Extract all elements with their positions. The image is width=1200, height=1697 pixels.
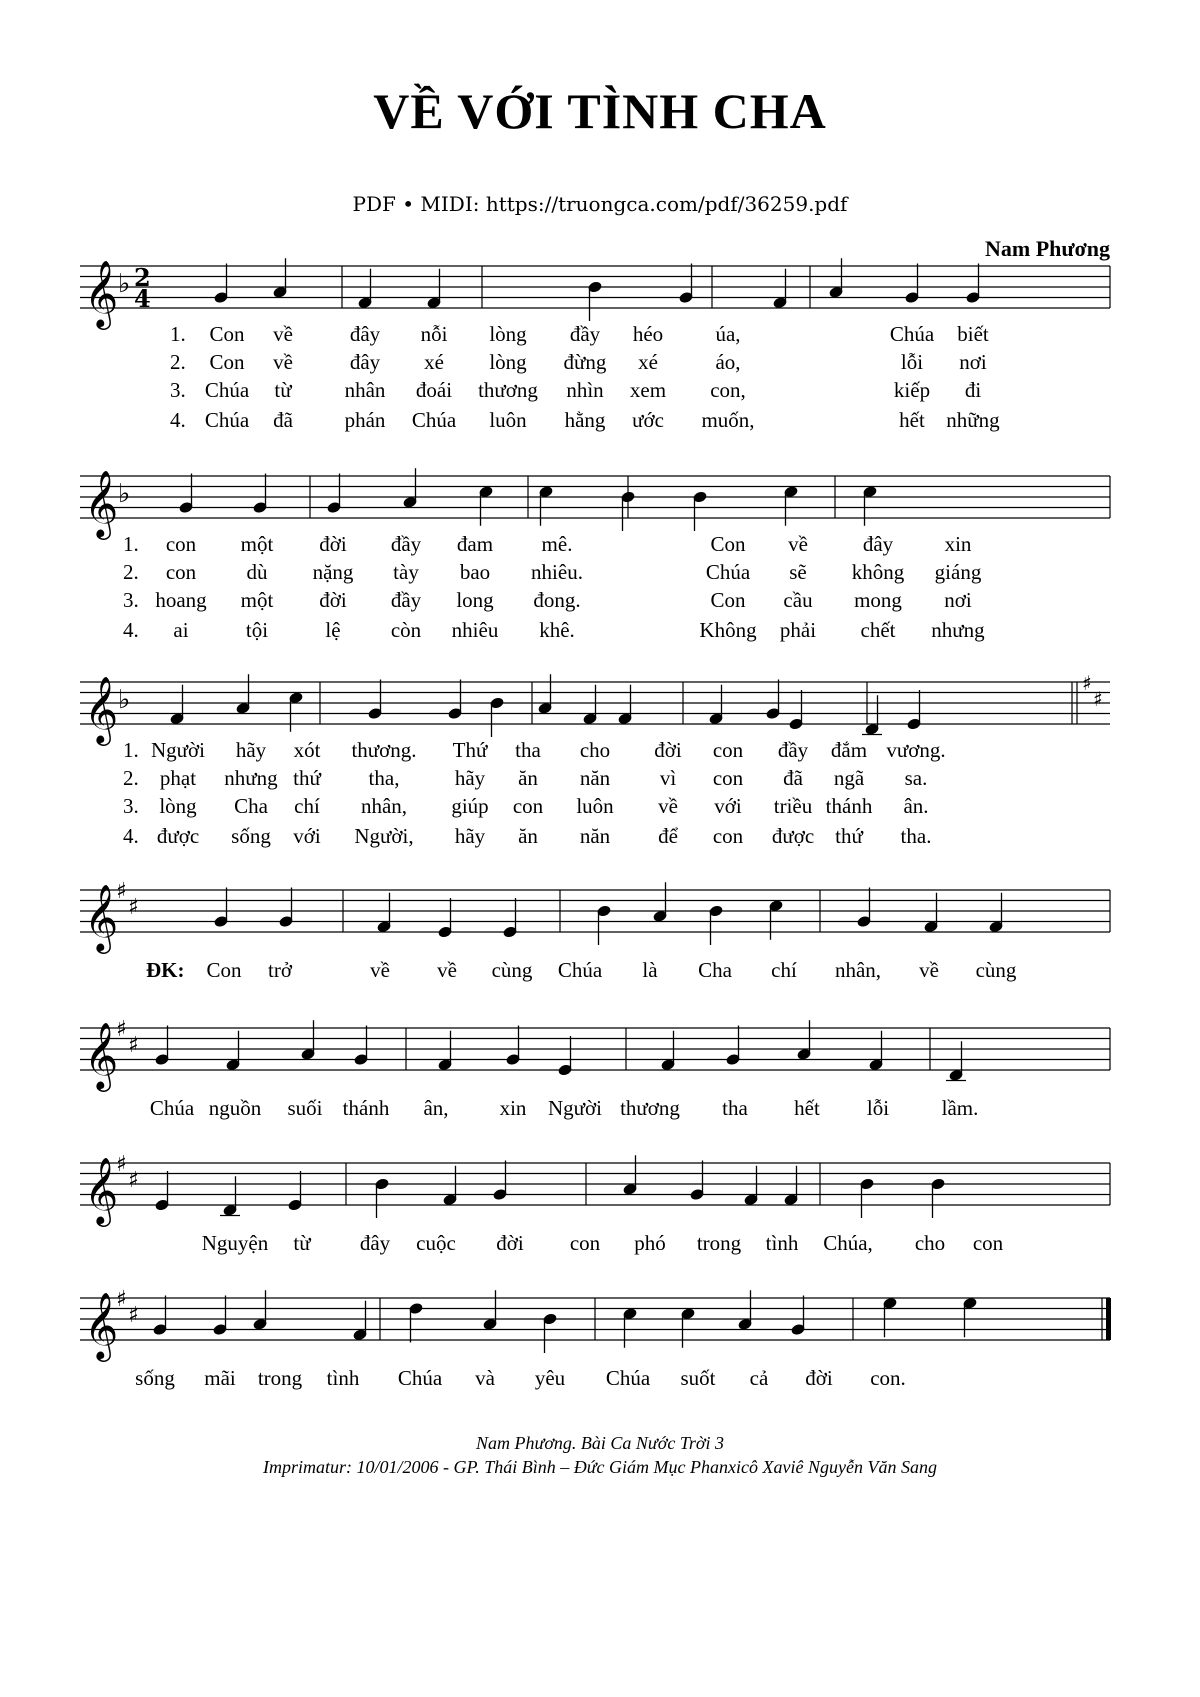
lyric-word: vương. (886, 738, 946, 762)
treble-clef-icon: 𝄞 (84, 469, 119, 537)
lyric-word: con. (870, 1366, 906, 1390)
lyric-word: Chúa, (823, 1231, 873, 1255)
lyric-word: hằng (564, 408, 606, 432)
lyric-word: một (240, 532, 274, 556)
lyric-word: thương. (351, 738, 417, 762)
lyric-word: nhưng (931, 618, 985, 642)
lyric-word: nhân, (834, 958, 882, 982)
lyric-word: nơi (944, 588, 972, 612)
lyric-word: từ (293, 1231, 311, 1255)
lyric-word: Con (209, 322, 245, 346)
lyric-word: chí (294, 794, 320, 818)
treble-clef-icon: 𝄞 (84, 1291, 119, 1359)
lyric-word: lòng (489, 322, 527, 346)
lyric-line (80, 322, 1110, 348)
lyric-word: thánh (342, 1096, 390, 1120)
lyric-word: đây (359, 1231, 391, 1255)
time-signature-top: 2 (134, 263, 151, 292)
lyric-word: ân. (903, 794, 929, 818)
lyric-word: đời (805, 1366, 833, 1390)
music-system (80, 458, 1125, 668)
lyric-word: hãy (454, 824, 486, 848)
lyric-word: ai (173, 618, 189, 642)
lyric-word: và (475, 1366, 495, 1390)
lyric-word: luôn (576, 794, 614, 818)
lyric-word: xin (944, 532, 972, 556)
lyric-word: mong (854, 588, 902, 612)
lyric-word: Chúa (889, 322, 935, 346)
treble-clef-icon: 𝄞 (84, 883, 119, 951)
lyric-word: áo, (715, 350, 741, 374)
lyric-word: tha (515, 738, 541, 762)
lyric-word: cho (914, 1231, 946, 1255)
lyric-word: sống (135, 1366, 175, 1390)
lyric-line (80, 588, 1110, 614)
lyric-word: đây (862, 532, 894, 556)
lyric-word: con, (710, 378, 746, 402)
lyric-word: con (712, 824, 744, 848)
lyric-word: thứ (293, 766, 321, 790)
lyric-word: đã (273, 408, 293, 432)
lyric-word: lỗi (866, 1096, 890, 1120)
lyric-word: long (456, 588, 494, 612)
sharp-icon: ♯ (116, 1017, 127, 1042)
lyric-word: nỗi (420, 322, 448, 346)
sharp-icon: ♯ (1082, 671, 1092, 695)
lyric-word: cầu (783, 588, 813, 612)
footer-credit: Nam Phương. Bài Ca Nước Trời 3 (476, 1433, 724, 1453)
lyric-word: đầy (569, 322, 601, 346)
lyric-word: còn (390, 618, 422, 642)
sharp-icon: ♯ (128, 1167, 139, 1193)
lyric-word: đầy (390, 588, 422, 612)
song-title: VỀ VỚI TÌNH CHA (373, 83, 827, 139)
flat-icon: ♭ (118, 479, 131, 509)
lyric-line (80, 618, 1110, 644)
lyric-word: xé (638, 350, 658, 374)
treble-clef-icon: 𝄞 (84, 1156, 119, 1224)
lyric-line (80, 738, 1110, 764)
verse-number: 3. (170, 378, 186, 402)
staff (80, 1010, 1110, 1090)
lyric-word: sa. (904, 766, 928, 790)
lyric-word: về (273, 322, 293, 346)
lyric-line (80, 1231, 1110, 1257)
lyric-word: hết (899, 408, 925, 432)
lyric-word: đoái (415, 378, 453, 402)
lyric-word: thánh (825, 794, 873, 818)
lyric-line (80, 532, 1110, 558)
lyric-word: tha. (900, 824, 932, 848)
music-system (80, 248, 1125, 458)
footer-imprimatur: Imprimatur: 10/01/2006 - GP. Thái Bình – Đức Giám Mục Phanxicô Xaviê Nguyễn Văn Sang (263, 1457, 937, 1477)
lyric-word: trở (268, 958, 292, 982)
lyric-word: xin (499, 1096, 527, 1120)
lyric-word: ngã (833, 766, 865, 790)
lyric-word: tha (722, 1096, 748, 1120)
lyric-word: lòng (489, 350, 527, 374)
lyric-word: đừng (563, 350, 607, 374)
lyric-word: Chúa (149, 1096, 195, 1120)
lyric-word: triều (773, 794, 813, 818)
lyric-word: đầy (390, 532, 422, 556)
lyric-word: con (712, 766, 744, 790)
lyric-word: Con (710, 588, 746, 612)
verse-number: 2. (123, 560, 139, 584)
lyric-word: chí (771, 958, 797, 982)
staff (80, 1145, 1110, 1225)
lyric-word: lòng (159, 794, 197, 818)
lyric-word: Không (699, 618, 757, 642)
treble-clef-icon: 𝄞 (84, 1021, 119, 1089)
lyric-word: ước (632, 408, 664, 432)
lyric-word: mê. (541, 532, 573, 556)
staff (80, 248, 1110, 328)
verse-number: 1. (170, 322, 186, 346)
lyric-word: luôn (489, 408, 527, 432)
lyric-word: hãy (454, 766, 486, 790)
flat-icon: ♭ (118, 269, 131, 299)
lyric-word: ăn (518, 766, 538, 790)
lyric-word: trong (257, 1366, 303, 1390)
lyric-word: năn (579, 824, 611, 848)
lyric-word: Chúa (397, 1366, 443, 1390)
lyric-word: nặng (312, 560, 354, 584)
lyric-word: cùng (491, 958, 533, 982)
lyric-word: Chúa (557, 958, 603, 982)
lyric-word: những (946, 408, 1000, 432)
lyric-word: về (273, 350, 293, 374)
lyric-word: thứ (835, 824, 863, 848)
lyric-word: đây (349, 350, 381, 374)
lyric-word: phải (779, 618, 817, 642)
lyric-word: Người (548, 1096, 602, 1120)
lyric-word: đắm (830, 738, 868, 762)
lyric-word: yêu (534, 1366, 566, 1390)
lyric-word: nơi (959, 350, 987, 374)
lyric-word: với (293, 824, 321, 848)
lyric-word: Chúa (705, 560, 751, 584)
lyric-word: nhân (344, 378, 386, 402)
lyric-word: nguồn (208, 1096, 262, 1120)
lyric-word: cùng (975, 958, 1017, 982)
lyric-word: kiếp (893, 378, 931, 402)
lyric-word: để (658, 824, 678, 848)
lyric-word: mãi (204, 1366, 236, 1390)
lyric-word: ân, (423, 1096, 449, 1120)
lyric-line (80, 408, 1110, 434)
lyric-word: tình (765, 1231, 799, 1255)
lyric-word: nhìn (566, 378, 604, 402)
verse-number: 1. (123, 738, 139, 762)
lyric-word: hết (794, 1096, 820, 1120)
lyric-line (80, 560, 1110, 586)
verse-number: 3. (123, 588, 139, 612)
lyric-word: đời (319, 532, 347, 556)
lyric-word: cho (579, 738, 611, 762)
verse-number: 4. (170, 408, 186, 432)
lyric-word: đam (456, 532, 494, 556)
lyric-line (80, 958, 1110, 984)
lyric-word: Con (710, 532, 746, 556)
lyric-word: về (437, 958, 457, 982)
lyric-word: con (569, 1231, 601, 1255)
lyric-word: phán (344, 408, 386, 432)
lyric-word: suối (287, 1096, 323, 1120)
lyric-word: sống (231, 824, 271, 848)
lyric-word: hãy (235, 738, 267, 762)
lyric-word: không (851, 560, 905, 584)
composer-name: Nam Phương (984, 236, 1110, 261)
lyric-word: Chúa (204, 378, 250, 402)
lyric-word: là (642, 958, 658, 982)
lyric-word: ăn (518, 824, 538, 848)
staff (80, 872, 1110, 952)
lyric-word: héo (632, 322, 664, 346)
lyric-word: con (165, 560, 197, 584)
lyric-word: Người, (354, 824, 414, 848)
verse-number: 1. (123, 532, 139, 556)
lyric-word: Chúa (605, 1366, 651, 1390)
lyric-word: giáng (934, 560, 982, 584)
lyric-word: trong (696, 1231, 742, 1255)
sharp-icon: ♯ (116, 879, 127, 904)
lyric-word: thương (620, 1096, 680, 1120)
lyric-word: giúp (451, 794, 489, 818)
lyric-line (80, 824, 1110, 850)
lyric-word: Chúa (204, 408, 250, 432)
lyric-word: Con (206, 958, 242, 982)
lyric-word: Con (209, 350, 245, 374)
verse-number: 2. (170, 350, 186, 374)
flat-icon: ♭ (118, 685, 131, 715)
lyric-word: phó (634, 1231, 666, 1255)
lyric-word: đời (496, 1231, 524, 1255)
sharp-icon: ♯ (128, 1302, 139, 1328)
lyric-word: về (919, 958, 939, 982)
lyric-word: Cha (234, 794, 268, 818)
lyric-line (80, 350, 1110, 376)
lyric-word: khê. (539, 618, 575, 642)
lyric-word: biết (957, 322, 989, 346)
lyric-word: nhân, (360, 794, 408, 818)
lyric-word: lệ (325, 618, 341, 642)
lyric-word: nhiêu. (531, 560, 583, 584)
staff (80, 1280, 1110, 1360)
time-signature-bottom: 4 (134, 284, 151, 313)
lyric-word: Thứ (452, 738, 488, 762)
lyric-word: xót (293, 738, 321, 762)
lyric-word: tình (326, 1366, 360, 1390)
lyric-word: tội (245, 618, 269, 642)
lyric-word: suốt (680, 1366, 716, 1390)
lyric-word: tha, (368, 766, 400, 790)
lyric-word: vì (659, 766, 677, 790)
lyric-word: đã (783, 766, 803, 790)
lyric-word: đong. (533, 588, 581, 612)
verse-number: 4. (123, 824, 139, 848)
lyric-word: xé (424, 350, 444, 374)
lyric-word: lỗi (900, 350, 924, 374)
lyric-word: được (156, 824, 200, 848)
lyric-line (80, 1366, 1110, 1392)
sharp-icon: ♯ (128, 1032, 139, 1058)
lyric-word: đi (964, 378, 982, 402)
lyric-word: sẽ (789, 560, 807, 584)
lyric-word: muốn, (701, 408, 755, 432)
lyric-line (80, 794, 1110, 820)
lyric-word: đời (319, 588, 347, 612)
sharp-icon: ♯ (128, 894, 139, 920)
music-system (80, 664, 1125, 874)
sharp-icon: ♯ (1093, 686, 1103, 711)
lyric-line (80, 1096, 1110, 1122)
lyric-word: con (512, 794, 544, 818)
lyric-word: được (771, 824, 815, 848)
lyric-word: úa, (715, 322, 741, 346)
lyric-word: đời (654, 738, 682, 762)
lyric-word: dù (246, 560, 268, 584)
treble-clef-icon: 𝄞 (84, 675, 119, 743)
lyric-word: về (788, 532, 808, 556)
lyric-word: một (240, 588, 274, 612)
lyric-word: bao (459, 560, 491, 584)
lyric-word: năn (579, 766, 611, 790)
lyric-word: cuộc (416, 1231, 456, 1255)
verse-number: 3. (123, 794, 139, 818)
lyric-word: nhiêu (451, 618, 499, 642)
lyric-word: tày (393, 560, 419, 584)
verse-number: 2. (123, 766, 139, 790)
sharp-icon: ♯ (116, 1287, 127, 1312)
lyric-line (80, 766, 1110, 792)
source-link[interactable]: PDF • MIDI: https://truongca.com/pdf/36259.pdf (352, 192, 848, 216)
lyric-word: hoang (155, 588, 207, 612)
lyric-word: con (165, 532, 197, 556)
lyric-word: nhưng (224, 766, 278, 790)
lyric-word: con (712, 738, 744, 762)
lyric-word: thương (478, 378, 538, 402)
sharp-icon: ♯ (116, 1152, 127, 1177)
lyric-word: Cha (698, 958, 732, 982)
lyric-word: với (714, 794, 742, 818)
lyric-word: Người (151, 738, 205, 762)
lyric-word: đầy (777, 738, 809, 762)
lyric-word: Chúa (411, 408, 457, 432)
lyric-word: xem (629, 378, 667, 402)
staff (80, 458, 1110, 538)
lyric-word: về (658, 794, 678, 818)
verse-number: 4. (123, 618, 139, 642)
lyric-word: cả (749, 1366, 769, 1390)
lyric-word: chết (860, 618, 896, 642)
treble-clef-icon: 𝄞 (84, 259, 119, 327)
lyric-word: về (370, 958, 390, 982)
lyric-word: lầm. (941, 1096, 979, 1120)
lyric-word: đây (349, 322, 381, 346)
lyric-line (80, 378, 1110, 404)
final-barline (1106, 1298, 1111, 1340)
staff (80, 664, 1110, 744)
chorus-label: ĐK: (146, 958, 185, 982)
lyric-word: từ (274, 378, 292, 402)
lyric-word: phạt (159, 766, 197, 790)
lyric-word: con (972, 1231, 1004, 1255)
lyric-word: Nguyện (201, 1231, 269, 1255)
